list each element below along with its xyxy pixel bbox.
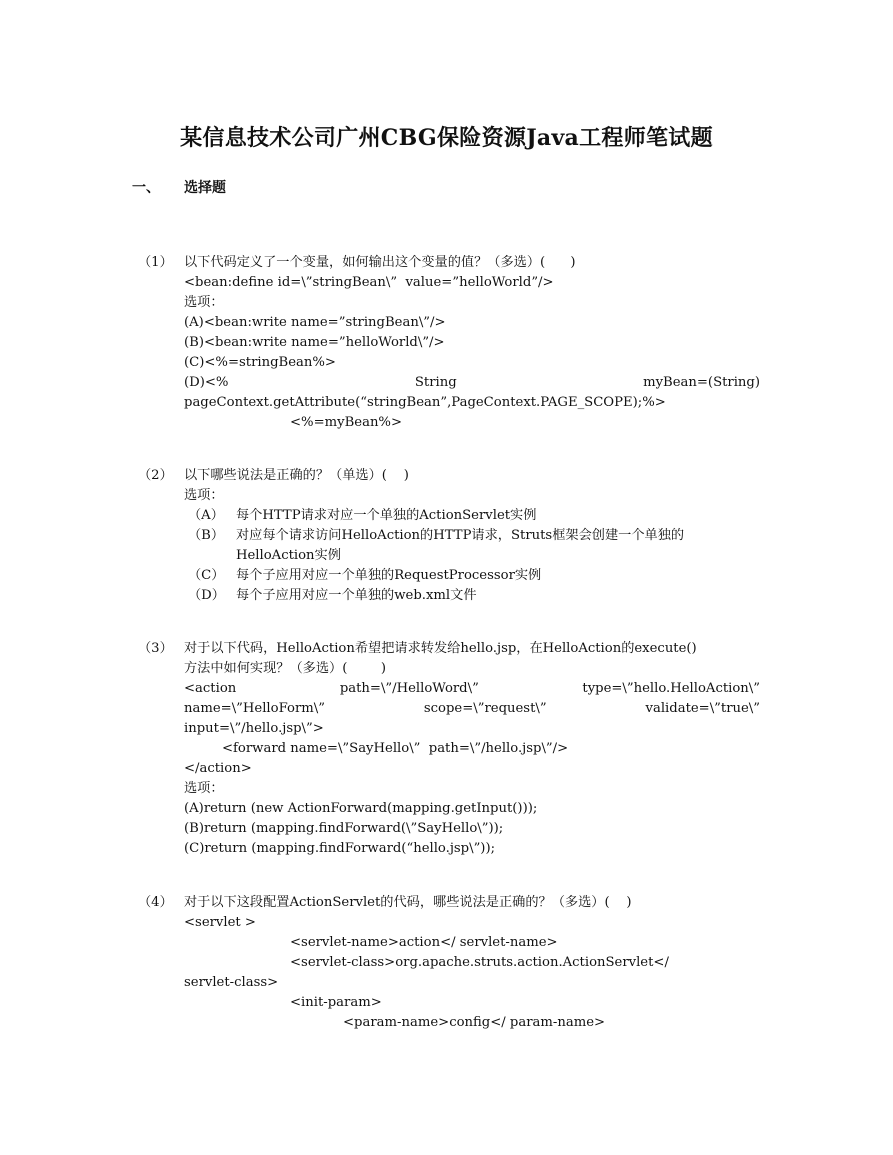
question-2-stem: 以下哪些说法是正确的？（单选）( ) bbox=[184, 468, 409, 483]
question-3-options-label: 选项： bbox=[184, 781, 224, 796]
section-number: 一、 bbox=[132, 180, 160, 196]
question-4-number: （4） bbox=[138, 895, 173, 910]
page-title: 某信息技术公司广州CBG保险资源Java工程师笔试题 bbox=[180, 125, 713, 151]
question-3-option-c: (C)return (mapping.findForward(“hello.jsp\”)); bbox=[184, 841, 496, 856]
question-3-option-b: (B)return (mapping.findForward(\”SayHello\”)); bbox=[184, 821, 504, 836]
question-1-options-label: 选项： bbox=[184, 295, 224, 310]
option-d-part: (D)<% bbox=[184, 375, 229, 390]
code-part: name=\”HelloForm\” bbox=[184, 701, 325, 716]
question-4-code-line5: <init-param> bbox=[290, 995, 382, 1010]
question-1-code: <bean:define id=\”stringBean\” value=”helloWorld”/> bbox=[184, 275, 554, 290]
question-3-code-line2 bbox=[184, 699, 760, 719]
question-1-option-d bbox=[184, 373, 760, 393]
question-1-number: （1） bbox=[138, 255, 173, 270]
question-4-code-line1: <servlet > bbox=[184, 915, 256, 930]
question-2-option-key: （A） bbox=[188, 508, 224, 523]
question-2-option-key: （B） bbox=[188, 528, 225, 543]
question-1-option-a: (A)<bean:write name=”stringBean\”/> bbox=[184, 315, 446, 330]
option-d-part: myBean=(String) bbox=[643, 375, 760, 390]
question-2-option-text: 每个子应用对应一个单独的RequestProcessor实例 bbox=[236, 568, 542, 583]
question-2-option-text: 对应每个请求访问HelloAction的HTTP请求，Struts框架会创建一个单独的 bbox=[236, 528, 685, 543]
code-part: <action bbox=[184, 681, 237, 696]
question-2-option-key: （D） bbox=[188, 588, 225, 603]
question-1-option-b: (B)<bean:write name=”helloWorld\”/> bbox=[184, 335, 445, 350]
question-3-code-line5: </action> bbox=[184, 761, 252, 776]
question-2-options-label: 选项： bbox=[184, 488, 224, 503]
question-3-stem-line2: 方法中如何实现？（多选）( ) bbox=[184, 661, 387, 676]
question-2-option-text-continued: HelloAction实例 bbox=[236, 548, 341, 563]
question-1-option-d-line2: pageContext.getAttribute(“stringBean”,PageContext.PAGE_SCOPE);%> bbox=[184, 395, 666, 410]
question-2-number: （2） bbox=[138, 468, 173, 483]
option-d-part: String bbox=[414, 375, 457, 390]
code-part: path=\”/HelloWord\” bbox=[339, 681, 479, 696]
question-1-option-c: (C)<%=stringBean%> bbox=[184, 355, 336, 370]
question-4-code-line2: <servlet-name>action</ servlet-name> bbox=[290, 935, 558, 950]
question-3-stem-line1: 对于以下代码，HelloAction希望把请求转发给hello.jsp，在HelloAction的execute() bbox=[184, 641, 697, 656]
question-2-option-text: 每个子应用对应一个单独的web.xml文件 bbox=[236, 588, 477, 603]
question-1-option-d-line3: <%=myBean%> bbox=[290, 415, 403, 430]
question-3-option-a: (A)return (new ActionForward(mapping.getInput())); bbox=[184, 801, 538, 816]
code-part: validate=\”true\” bbox=[645, 701, 760, 716]
question-4-code-line6: <param-name>config</ param-name> bbox=[343, 1015, 606, 1030]
question-3-code-line3: input=\”/hello.jsp\”> bbox=[184, 721, 324, 736]
question-4-stem: 对于以下这段配置ActionServlet的代码，哪些说法是正确的？（多选）( ) bbox=[184, 895, 632, 910]
section-title: 选择题 bbox=[184, 180, 226, 196]
code-part: type=\”hello.HelloAction\” bbox=[582, 681, 760, 696]
question-4-code-line3: <servlet-class>org.apache.struts.action.ActionServlet</ bbox=[290, 955, 669, 970]
question-3-code-line1 bbox=[184, 679, 760, 699]
question-2-option-key: （C） bbox=[188, 568, 225, 583]
question-3-code-line4: <forward name=\”SayHello\” path=\”/hello.jsp\”/> bbox=[222, 741, 569, 756]
question-2-option-text: 每个HTTP请求对应一个单独的ActionServlet实例 bbox=[236, 508, 537, 523]
question-3-number: （3） bbox=[138, 641, 173, 656]
code-part: scope=\”request\” bbox=[423, 701, 547, 716]
question-4-code-line4: servlet-class> bbox=[184, 975, 279, 990]
question-1-stem: 以下代码定义了一个变量，如何输出这个变量的值？（多选）( ) bbox=[184, 255, 576, 270]
